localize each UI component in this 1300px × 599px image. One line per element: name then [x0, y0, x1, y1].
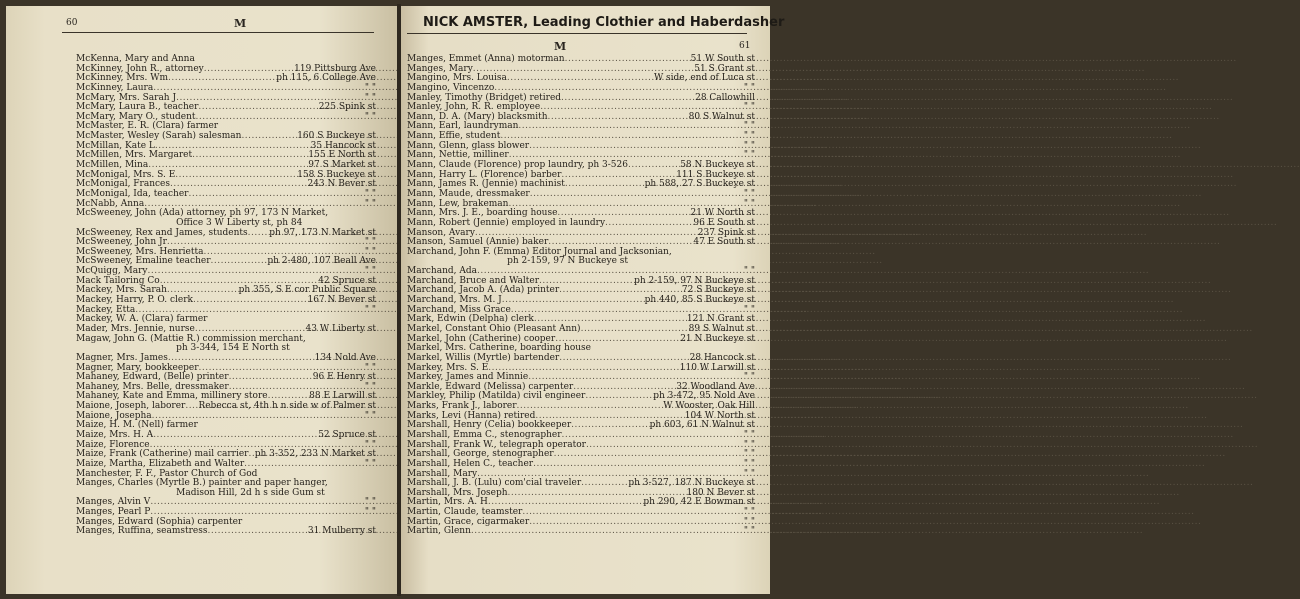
entry-address: 243 N Bever st [307, 179, 376, 190]
entry-name: Mahaney, Edward, (Belle) printer [76, 372, 229, 383]
entry-name: Maize, Martha, Elizabeth and Walter [76, 458, 245, 469]
entry-address: 80 S Walnut st [688, 111, 755, 122]
entry-address: ph 2-159, 97 N Buckeye st [634, 275, 755, 286]
entry-name: McMaster, Wesley (Sarah) salesman [76, 131, 242, 142]
entry-address: " " [743, 526, 755, 537]
entry-name: McMary, Mrs. Sarah J [76, 92, 177, 103]
entry-name: Marks, Frank J., laborer [407, 401, 517, 412]
entry-address: ph 603, 61 N Walnut st [649, 420, 755, 431]
entry-address: " " [364, 266, 376, 277]
entry-name: Manges, Ruffina, seamstress [76, 526, 208, 537]
entry-address: " " [364, 410, 376, 421]
entry-address: 111 S Buckeye st [676, 169, 755, 180]
entry-name: McMillan, Kate L [76, 140, 155, 151]
entry-name: Mann, Robert (Jennie) employed in laundry [407, 217, 606, 228]
entry-address: ph 97, 173 N Market st [269, 227, 376, 238]
entry-name: McKinney, John R., attorney [76, 63, 204, 74]
entry-address: 28 Hancock st [689, 352, 755, 363]
entry-name: Marshall, Mrs. Joseph [407, 487, 508, 498]
entry-address: Rebecca st, 4th h n side w of Palmer st [198, 401, 376, 412]
entry-name: Manley, Timothy (Bridget) retired [407, 92, 562, 103]
entry-address: 32 Woodland Ave [676, 381, 755, 392]
entry-address: 155 E North st [308, 150, 376, 161]
entry-name: Manson, Samuel (Annie) baker [407, 237, 549, 248]
entry-name: Markel, John (Catherine) cooper [407, 333, 556, 344]
directory-entry [76, 527, 376, 537]
entry-address: 52 Spruce st [318, 429, 376, 440]
entry-address: 121 N Grant st [686, 314, 755, 325]
entry-name: McMary, Mary O., student [76, 111, 196, 122]
entry-name: Mackey, Etta [76, 304, 136, 315]
entry-address: W side, end of Luca st [653, 73, 755, 84]
entry-address: 96 E South st [693, 217, 755, 228]
entry-address: 89 S Walnut st [688, 323, 755, 334]
entry-address: " " [364, 111, 376, 122]
entry-address: ph 115, 6 College Ave [276, 73, 376, 84]
entry-name: Maize, Mrs. H. A [76, 429, 154, 440]
entry-name: ph 2-159, 97 N Buckeye st [407, 256, 629, 267]
entry-address: 134 Nold Ave [314, 352, 376, 363]
entry-name: McSweeney, Emaline teacher [76, 256, 211, 267]
entry-address: " " [743, 82, 755, 93]
entry-address: ph 588, 27 S Buckeye st [644, 179, 755, 190]
entry-name: Marks, Levi (Hanna) retired [407, 410, 536, 421]
leader-dots [244, 460, 364, 470]
entry-name: Mann, James R. (Jennie) machinist [407, 179, 565, 190]
entry-address: 58 N Buckeye st [680, 160, 755, 171]
entry-name: McSweeney, Rex and James, students [76, 227, 248, 238]
entry-name: Marshall, Henry (Celia) bookkeeper [407, 420, 572, 431]
entry-name: Mann, Glenn, glass blower [407, 140, 530, 151]
entry-address: ph 2-480, 107 Beall Ave [267, 256, 376, 267]
entry-name: Mann, Claude (Florence) prop laundry, ph 3-526 [407, 160, 628, 171]
entry-name: Marshall, Frank W., telegraph operator [407, 439, 586, 450]
entry-name: Marchand, Ada [407, 266, 477, 277]
left-page [6, 6, 398, 594]
entry-name: McMonigal, Ida, teacher [76, 188, 189, 199]
entry-name: Mackey, Mrs. Sarah [76, 285, 167, 296]
entry-name: McSweeney, John Jr [76, 237, 167, 248]
entry-name: Martin, Grace, cigarmaker [407, 516, 530, 527]
entry-name: Mack Tailoring Co [76, 275, 160, 286]
entry-name: Mann, Nettie, milliner [407, 150, 509, 161]
entry-address: " " [364, 458, 376, 469]
entry-address: 110 W Larwill st [679, 362, 755, 373]
entry-address: 180 N Bever st [686, 487, 755, 498]
entry-address: " " [743, 372, 755, 383]
entry-name: McMonigal, Frances [76, 179, 170, 190]
entry-name: Maione, Joseph, laborer [76, 401, 186, 412]
entry-name: Martin, Claude, teamster [407, 507, 523, 518]
entry-address: 167 N Bever st [307, 295, 376, 306]
entry-address: " " [743, 439, 755, 450]
entry-address: " " [364, 188, 376, 199]
entry-name: Markley, Philip (Matilda) civil engineer [407, 391, 586, 402]
entry-name: Marshall, Mary [407, 468, 478, 479]
entry-name: Marchand, Jacob A. (Ada) printer [407, 285, 560, 296]
entry-address: ph 3-472, 95 Nold Ave [653, 391, 755, 402]
section-letter: M [554, 40, 568, 53]
directory-listing [76, 55, 376, 537]
entry-address: ph 3-527, 187 N Buckeye st [628, 478, 755, 489]
entry-address: " " [364, 497, 376, 508]
entry-name: Mann, Earl, laundryman [407, 121, 519, 132]
right-page [399, 6, 785, 594]
header-rule [62, 32, 374, 33]
entry-name: Manson, Avary [407, 227, 475, 238]
entry-name: Maione, Josepha [76, 410, 152, 421]
entry-name: Mann, Maude, dressmaker [407, 188, 530, 199]
header-rule [407, 33, 747, 34]
entry-name: Magner, Mrs. James [76, 352, 168, 363]
entry-name: Martin, Mrs. A. H [407, 497, 488, 508]
entry-name: Martin, Glenn [407, 526, 471, 537]
entry-address: " " [743, 188, 755, 199]
entry-name: McMonigal, Mrs. S. E [76, 169, 176, 180]
directory-entry [407, 527, 755, 537]
entry-address: 97 S Market st [308, 160, 376, 171]
page-number: 61 [739, 41, 751, 51]
entry-address: ph 440, 85 S Buckeye st [644, 295, 755, 306]
entry-name: Maize, H. M. (Nell) farmer [76, 420, 198, 431]
entry-address: " " [364, 198, 376, 209]
entry-address: W Wooster, Oak Hill [663, 401, 755, 412]
entry-name: Mangino, Mrs. Louisa [407, 73, 507, 84]
entry-address: " " [743, 121, 755, 132]
entry-name: Marshall, Emma C., stenographer [407, 429, 562, 440]
entry-name: Magaw, John G. (Mattie R.) commission merchant, [76, 333, 306, 344]
entry-address: " " [743, 150, 755, 161]
entry-address: 51 W South st [690, 54, 755, 64]
entry-name: Manley, John, R. R. employee [407, 102, 541, 113]
entry-address: " " [364, 237, 376, 248]
entry-name: Markey, Mrs. S. E [407, 362, 489, 373]
entry-name: Manges, Charles (Myrtle B.) painter and paper hanger, [76, 478, 328, 489]
leader-dots [196, 113, 364, 123]
entry-address: " " [743, 266, 755, 277]
entry-address: " " [743, 140, 755, 151]
entry-name: Mann, Effie, student [407, 131, 501, 142]
entry-address: 160 S Buckeye st [297, 131, 376, 142]
entry-name: Mader, Mrs. Jennie, nurse [76, 323, 195, 334]
entry-address: 104 W North st [684, 410, 755, 421]
entry-address: 28 Callowhill [695, 92, 755, 103]
entry-address: 225 Spink st [318, 102, 376, 113]
entry-name: Marshall, J. B. (Lulu) com'cial traveler [407, 478, 582, 489]
leader-dots [471, 527, 743, 537]
entry-address: " " [743, 507, 755, 518]
entry-name: Manges, Pearl P [76, 507, 151, 518]
entry-name: McQuigg, Mary [76, 266, 148, 277]
entry-address: " " [743, 516, 755, 527]
entry-name: Manges, Emmet (Anna) motorman [407, 54, 565, 64]
entry-address: " " [743, 468, 755, 479]
entry-address: " " [743, 429, 755, 440]
section-letter: M [234, 17, 248, 30]
entry-name: McSweeney, Mrs. Henrietta [76, 246, 204, 257]
entry-name: Mahaney, Mrs. Belle, dressmaker [76, 381, 229, 392]
entry-address: " " [364, 381, 376, 392]
entry-address: 119 Pittsburg Ave [294, 63, 376, 74]
entry-address: " " [743, 449, 755, 460]
entry-name: Office 3 W Liberty st, ph 84 [76, 217, 303, 228]
entry-name: McMary, Laura B., teacher [76, 102, 199, 113]
entry-name: Mann, D. A. (Mary) blacksmith [407, 111, 548, 122]
entry-address: " " [364, 362, 376, 373]
entry-name: Marchand, Bruce and Walter [407, 275, 540, 286]
entry-address: 51 S Grant st [694, 63, 755, 74]
entry-name: Marshall, Helen C., teacher [407, 458, 534, 469]
entry-address: " " [743, 131, 755, 142]
entry-name: Markel, Constant Ohio (Pleasant Ann) [407, 323, 581, 334]
entry-name: Mackey, Harry, P. O. clerk [76, 295, 193, 306]
advertiser-headline: NICK AMSTER, Leading Clothier and Haberdasher [423, 15, 785, 30]
entry-address: " " [364, 304, 376, 315]
entry-name: Markle, Edward (Melissa) carpenter [407, 381, 574, 392]
entry-address: 35 Hancock st [310, 140, 376, 151]
leader-dots [207, 527, 306, 537]
entry-name: Mark, Edwin (Delpha) clerk [407, 314, 534, 325]
entry-name: Manges, Alvin V [76, 497, 151, 508]
entry-name: Manges, Edward (Sophia) carpenter [76, 516, 243, 527]
entry-address: " " [364, 439, 376, 450]
entry-name: McMillen, Mrs. Margaret [76, 150, 193, 161]
entry-name: McMillen, Mina [76, 160, 149, 171]
entry-name: McKinney, Mrs. Wm [76, 73, 169, 84]
entry-address: " " [743, 304, 755, 315]
entry-name: Mann, Mrs. J. E., boarding house [407, 208, 558, 219]
entry-name: Marshall, George, stenographer [407, 449, 554, 460]
entry-address: " " [743, 198, 755, 209]
entry-address: 31 Mulberry st [307, 526, 376, 537]
entry-address: " " [743, 458, 755, 469]
entry-name: Marchand, Mrs. M. J [407, 295, 502, 306]
entry-name: McSweeney, John (Ada) attorney, ph 97, 173 N Market, [76, 208, 329, 219]
entry-name: Maize, Frank (Catherine) mail carrier [76, 449, 249, 460]
entry-address: " " [364, 92, 376, 103]
entry-address: " " [364, 246, 376, 257]
entry-name: Manchester, F. F., Pastor Church of God [76, 468, 258, 479]
entry-address: 88 E Larwill st [309, 391, 376, 402]
entry-address: 21 W North st [690, 208, 755, 219]
entry-name: Manges, Mary [407, 63, 473, 74]
entry-name: Mackey, W. A. (Clara) farmer [76, 314, 208, 325]
entry-name: Mann, Lew, brakeman [407, 198, 509, 209]
entry-name: Madison Hill, 2d h s side Gum st [76, 487, 325, 498]
entry-address: ph 3-352, 233 N Market st [254, 449, 376, 460]
entry-address: 158 S Buckeye st [297, 169, 376, 180]
entry-address: 21 N Buckeye st [680, 333, 755, 344]
entry-name: Marchand, Miss Grace [407, 304, 511, 315]
entry-address: ph 290, 42 E Bowman st [643, 497, 755, 508]
entry-address: 96 E Henry st [312, 372, 376, 383]
entry-name: McKinney, Laura [76, 82, 154, 93]
directory-listing [407, 55, 755, 537]
entry-address: " " [364, 82, 376, 93]
entry-name: McNabb, Anna [76, 198, 145, 209]
entry-name: Markel, Mrs. Catherine, boarding house [407, 343, 591, 354]
entry-address: 43 W Liberty st [305, 323, 376, 334]
entry-address: 72 S Buckeye st [681, 285, 755, 296]
entry-name: McMaster, E. R. (Clara) farmer [76, 121, 219, 132]
entry-name: Maize, Florence [76, 439, 150, 450]
entry-name: Magner, Mary, bookkeeper [76, 362, 199, 373]
entry-address: 237 Spink st [697, 227, 755, 238]
entry-name: Mahaney, Kate and Emma, millinery store [76, 391, 268, 402]
entry-address: 47 E South st [693, 237, 755, 248]
page-number: 60 [66, 18, 78, 28]
entry-name: Mangino, Vincenzo [407, 82, 495, 93]
entry-address: 42 Spruce st [318, 275, 376, 286]
entry-name: Markey, James and Minnie [407, 372, 529, 383]
entry-name: McKenna, Mary and Anna [76, 54, 195, 64]
entry-name: Markel, Willis (Myrtle) bartender [407, 352, 560, 363]
entry-address: " " [364, 507, 376, 518]
entry-address: ph 355, S E cor Public Square [238, 285, 376, 296]
entry-name: ph 3-344, 154 E North st [76, 343, 290, 354]
book-gutter [397, 4, 401, 596]
entry-name: Mann, Harry L. (Florence) barber [407, 169, 562, 180]
entry-address: " " [743, 102, 755, 113]
entry-name: Marchand, John F. (Emma) Editor Journal and Jacksonian, [407, 246, 672, 257]
